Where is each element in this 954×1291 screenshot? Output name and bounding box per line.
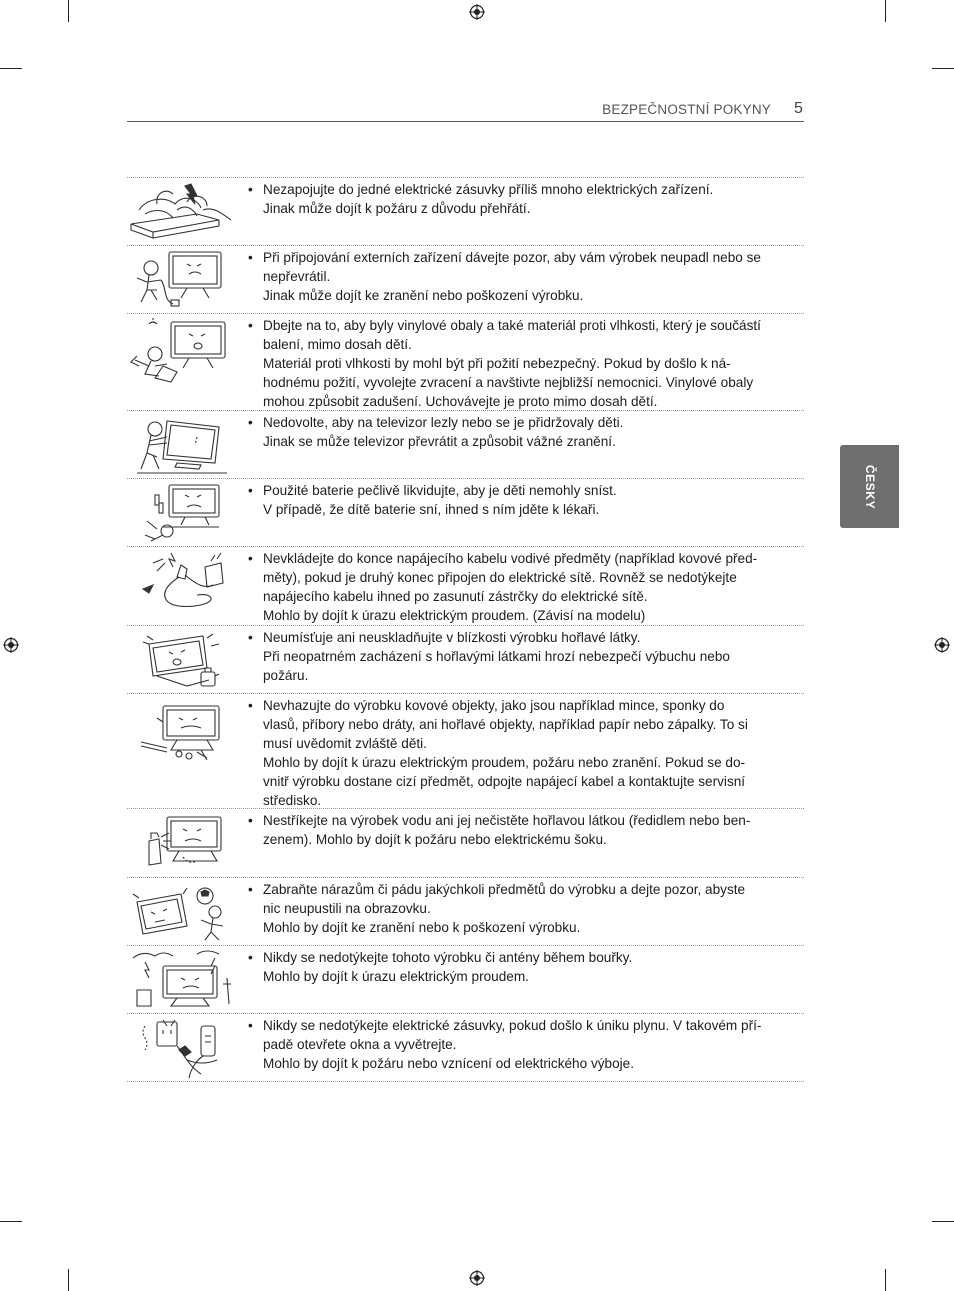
safety-item — [127, 877, 804, 945]
section-title: BEZPEČNOSTNÍ POKYNY — [602, 102, 771, 117]
text-line: mohou způsobit zadušení. Uchovávejte je proto mimo dosah dětí. — [263, 394, 658, 409]
registration-mark-icon — [3, 637, 19, 653]
text-line: požáru. — [263, 668, 309, 683]
text-line: Jinak může dojít ke zranění nebo poškození výrobku. — [263, 288, 584, 303]
text-line: vnitř výrobku dostane cizí předmět, odpojte napájecí kabel a kontaktujte servisní — [263, 774, 746, 789]
gas-leak-outlet-icon — [127, 1016, 239, 1080]
text-line: hodnému požití, vyvolejte zvracení a navštivte nejbližší nemocnici. Vinylové obaly — [263, 375, 754, 390]
text-line: padě otevřete okna a vyvětrejte. — [263, 1037, 457, 1052]
text-line: Mohlo by dojít k úrazu elektrickým proudem. (Závisí na modelu) — [263, 608, 646, 623]
header-divider — [127, 121, 804, 122]
bullet: • — [248, 250, 253, 265]
page-number: 5 — [794, 100, 803, 117]
safety-item — [127, 245, 804, 313]
spray-cleaner-icon — [127, 811, 239, 875]
text-line: Nikdy se nedotýkejte elektrické zásuvky, pokud došlo k úniku plynu. V takovém pří- — [263, 1018, 762, 1033]
bullet: • — [248, 483, 253, 498]
crop-mark — [932, 68, 954, 69]
safety-item — [127, 945, 804, 1013]
safety-item — [127, 693, 804, 808]
crop-mark — [932, 1221, 954, 1222]
text-line: Nedovolte, aby na televizor lezly nebo se je přidržovaly děti. — [263, 415, 624, 430]
text-line: Jinak se může televizor převrátit a způsobit vážné zranění. — [263, 434, 616, 449]
crop-mark — [0, 68, 22, 69]
safety-item — [127, 808, 804, 877]
text-line: nepřevrátil. — [263, 269, 331, 284]
safety-item — [127, 625, 804, 693]
text-line: V případě, že dítě baterie sní, ihned s ním jděte k lékaři. — [263, 502, 600, 517]
text-line: Mohlo by dojít k úrazu elektrickým proudem. — [263, 969, 529, 984]
power-cable-metal-object-icon — [127, 549, 239, 615]
child-pulling-cable-icon — [127, 248, 239, 310]
bullet: • — [248, 551, 253, 566]
text-line: Použité baterie pečlivě likvidujte, aby je děti nemohly sníst. — [263, 483, 617, 498]
safety-item — [127, 177, 804, 245]
text-line: Materiál proti vlhkosti by mohl být při požití nebezpečný. Pokud by došlo k ná- — [263, 356, 731, 371]
bullet: • — [248, 882, 253, 897]
bullet: • — [248, 415, 253, 430]
text-line: Mohlo by dojít k úrazu elektrickým proudem, požáru nebo zranění. Pokud se do- — [263, 755, 746, 770]
crop-mark — [885, 0, 886, 22]
safety-text — [248, 180, 791, 218]
safety-text — [248, 316, 791, 411]
safety-text — [248, 549, 791, 625]
ball-impact-icon — [127, 880, 239, 942]
safety-text — [248, 413, 791, 451]
text-line: Dbejte na to, aby byly vinylové obaly a také materiál proti vlhkosti, který je součástí — [263, 318, 761, 333]
text-line: Nezapojujte do jedné elektrické zásuvky příliš mnoho elektrických zařízení. — [263, 182, 714, 197]
bullet: • — [248, 318, 253, 333]
bullet: • — [248, 182, 253, 197]
registration-mark-icon — [934, 637, 950, 653]
text-line: Nevhazujte do výrobku kovové objekty, jako jsou například mince, sponky do — [263, 698, 725, 713]
child-plastic-bag-icon — [127, 316, 239, 386]
child-swallowing-battery-icon — [127, 481, 239, 543]
bullet: • — [248, 630, 253, 645]
safety-item — [127, 478, 804, 546]
safety-text — [248, 948, 791, 986]
safety-text — [248, 248, 791, 305]
crop-mark — [68, 1269, 69, 1291]
bullet: • — [248, 698, 253, 713]
text-line: Jinak může dojít k požáru z důvodu přehřátí. — [263, 201, 531, 216]
text-line: středisko. — [263, 793, 322, 808]
registration-mark-icon — [469, 4, 485, 20]
text-line: Při neopatrném zacházení s hořlavými látkami hrozí nebezpečí výbuchu nebo — [263, 649, 730, 664]
text-line: Zabraňte nárazům či pádu jakýchkoli předmětů do výrobku a dejte pozor, abyste — [263, 882, 746, 897]
safety-text — [248, 811, 791, 849]
flammable-liquid-icon — [127, 628, 239, 690]
safety-item — [127, 1013, 804, 1082]
safety-item — [127, 313, 804, 410]
language-tab[interactable] — [840, 445, 899, 528]
bullet: • — [248, 813, 253, 828]
crop-mark — [885, 1269, 886, 1291]
text-line: balení, mimo dosah dětí. — [263, 337, 412, 352]
power-strip-overload-icon — [127, 180, 239, 242]
text-line: zenem). Mohlo by dojít k požáru nebo elektrickému šoku. — [263, 832, 607, 847]
safety-text — [248, 1016, 791, 1073]
text-line: měty), pokud je druhý konec připojen do elektrické sítě. Rovněž se nedotýkejte — [263, 570, 737, 585]
text-line: Nikdy se nedotýkejte tohoto výrobku či antény během bouřky. — [263, 950, 633, 965]
lightning-storm-icon — [127, 948, 239, 1010]
child-climbing-tv-icon — [127, 413, 239, 477]
language-tab-label: ČESKY — [862, 464, 877, 509]
text-line: Při připojování externích zařízení dávejte pozor, aby vám výrobek neupadl nebo se — [263, 250, 761, 265]
safety-text — [248, 880, 791, 937]
safety-text — [248, 696, 791, 810]
text-line: Mohlo by dojít k požáru nebo vznícení od elektrického výboje. — [263, 1056, 635, 1071]
safety-text — [248, 481, 791, 519]
text-line: napájecího kabelu ihned po zasunutí zástrčky do elektrické sítě. — [263, 589, 648, 604]
bullet: • — [248, 950, 253, 965]
bullet: • — [248, 1018, 253, 1033]
text-line: Neumísťuje ani neuskladňujte v blízkosti výrobku hořlavé látky. — [263, 630, 641, 645]
safety-text — [248, 628, 791, 685]
text-line: Nestříkejte na výrobek vodu ani jej nečistěte hořlavou látkou (ředidlem nebo ben- — [263, 813, 751, 828]
crop-mark — [68, 0, 69, 22]
text-line: musí uvědomit zvláště děti. — [263, 736, 427, 751]
registration-mark-icon — [469, 1270, 485, 1286]
text-line: vlasů, příbory nebo dráty, ani hořlavé objekty, například papír nebo zápalky. To si — [263, 717, 748, 732]
safety-item — [127, 410, 804, 478]
text-line: Mohlo by dojít ke zranění nebo k poškození výrobku. — [263, 920, 581, 935]
metal-objects-in-tv-icon — [127, 696, 239, 762]
safety-item — [127, 546, 804, 625]
crop-mark — [0, 1221, 22, 1222]
text-line: Nevkládejte do konce napájecího kabelu vodivé předměty (například kovové před- — [263, 551, 758, 566]
text-line: nic neupustili na obrazovku. — [263, 901, 431, 916]
